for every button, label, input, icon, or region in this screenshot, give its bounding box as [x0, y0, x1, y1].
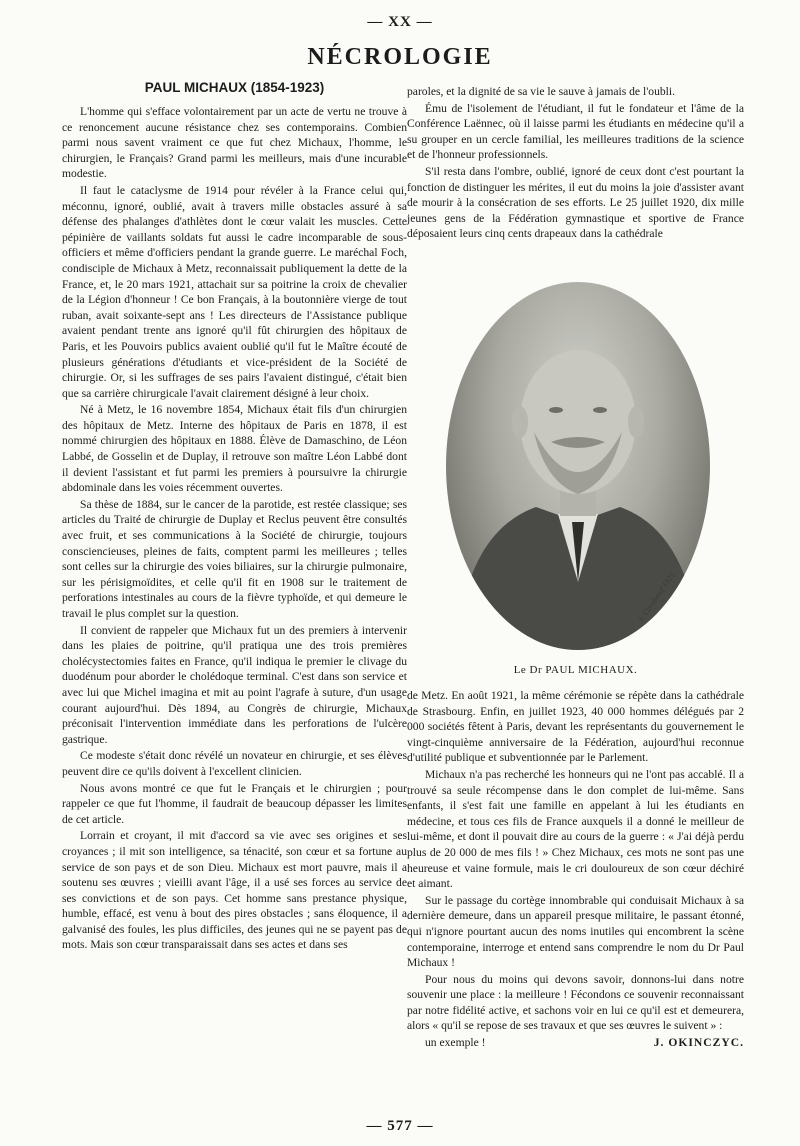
portrait-signature: J. Corabœuf 1921 [636, 570, 677, 624]
paragraph: L'homme qui s'efface volontairement par un acte de vertu ne trouve à ce renoncement aucune résistance chez ses contemporains. Combien parmi nous savent vraiment ce que fut chez Michaux, l'homme, le chirurgien, le Français? Grand parmi les meilleurs, mais d'une incurable modestie. [62, 105, 407, 181]
closing-line [407, 1035, 744, 1051]
left-column [62, 104, 407, 954]
right-column-top [407, 84, 744, 243]
paragraph: Michaux n'a pas recherché les honneurs qui ne l'ont pas accablé. Il a trouvé sa seule récompense dans le don complet de lui-même. Sans enfants, il s'est fait une famille en appelant à lui les étudiants en médecine, et tous ces fils de France auxquels il a donné le meilleur de lui-même, et dont il pouvait dire au cours de la guerre : « J'ai déjà perdu plus de 20 000 de mes fils ! » Chez Michaux, ces mots ne sont pas une heureuse et vaine formule, mais le cri douloureux de son cœur déchiré et aimant. [407, 767, 744, 891]
right-column-bottom [407, 688, 744, 1052]
article-title: PAUL MICHAUX (1854-1923) [144, 80, 325, 95]
paragraph: Lorrain et croyant, il mit d'accord sa vie avec ses origines et ses croyances ; il mit son intelligence, sa ténacité, son cœur et sa fortune au service de son pays et de son Dieu. Michaux est mort pauvre, mais il a soutenu ses œuvres ; vieilli avant l'âge, il a usé ses forces au service de ses convictions et de son pays. Cet homme sans prestance physique, humble, effacé, est venu à bout des pires obstacles ; sans éloquence, il a galvanisé des foules, les plus difficiles, des jeunes qui ne se payent pas de mots. Mais son cœur transparaissait dans ses actes et dans ses [62, 829, 407, 952]
paragraph: paroles, et la dignité de sa vie le sauve à jamais de l'oubli. [407, 85, 676, 98]
paragraph: Il faut le cataclysme de 1914 pour révéler à la France celui qui, méconnu, ignoré, oublié, avait à travers mille obstacles assuré à sa défense des phalanges d'athlètes dont le cœur valait les muscles. Cette pépinière de vaillants soldats fut aussi le cadre incomparable de sous-officiers et même d'officiers pendant la grande guerre. Le maréchal Foch, condisciple de Michaux à Metz, reconnaissait publiquement la dette de la France, et, le 20 mars 1921, attachait sur sa poitrine la croix de chevalier de la Légion d'honneur ! Ce bon Français, à la boutonnière vierge de tout ruban, avait soixante-sept ans ! Les directeurs de l'Assistance publique avaient pendant trente ans ignoré qu'il fût chirurgien des hôpitaux de Paris, et les Pouvoirs publics avaient oublié qu'il fut le Maître écouté de plusieurs générations d'étudiants et vice-président de la Société de chirurgie. Or, si les suffrages de ses pairs l'avaient distingué, c'était bien que sa carrière chirurgicale l'avait clairement désigné à leur choix. [62, 183, 407, 400]
portrait-caption: Le Dr PAUL MICHAUX. [513, 664, 638, 676]
section-title: NÉCROLOGIE [307, 44, 493, 70]
paragraph: Sa thèse de 1884, sur le cancer de la parotide, est restée classique; ses articles du Traité de chirurgie de Duplay et Reclus peuvent être consultés avec fruit, et ses communications à la Société de chirurgie, toujours consciencieuses, pleines de faits, comptent parmi les meilleures ; telles sont celles sur la chirurgie des voies biliaires, sur la chirurgie pulmonaire, sur les périsigmoïdites, et celle qu'il fit en 1908 sur le traitement de perforations intestinales au cours de la fièvre typhoïde, et qui demeure le travail le plus complet sur la question. [62, 497, 407, 620]
paragraph: Nous avons montré ce que fut le Français et le chirurgien ; pour rappeler ce que fut l'homme, il faudrait de beaucoup dépasser les limites de cet article. [62, 781, 407, 826]
paragraph: Sur le passage du cortège innombrable qui conduisait Michaux à sa dernière demeure, dans un appareil presque militaire, le passant étonné, qui n'ignore pourtant aucun des noms inutiles qui encombrent la scène contemporaine, interroge et entend sans comprendre le nom du Dr Paul Michaux ! [407, 893, 744, 970]
paragraph: Ému de l'isolement de l'étudiant, il fut le fondateur et l'âme de la Conférence Laënnec, où il laisse parmi les étudiants en médecine qu'il a su grouper en un cercle familial, les meilleures traditions de la science et de l'honneur professionnels. [407, 101, 744, 162]
paragraph: Pour nous du moins qui devons savoir, donnons-lui dans notre souvenir une place : la meilleure ! Fécondons ce souvenir reconnaissant par notre fidélité active, et sachons voir en lui ce qu'il est et demeurera, alors « qu'il se repose de ses travaux et que ses œuvres le suivent » : [407, 972, 744, 1033]
paragraph: Il convient de rappeler que Michaux fut un des premiers à intervenir dans les plaies de poitrine, qu'il pratiqua une des trois premières cholécystectomies faites en France, qu'il indiqua le premier le clivage du duodénum pour aborder le cholédoque terminal. C'est dans son service et avec lui que Michel imagina et mit au point l'agrafe à suture, d'un usage courant aujourd'hui. Dès 1894, au Congrès de chirurgie, Michaux préconisait l'intervention immédiate dans les perforations de l'ulcère gastrique. [62, 623, 407, 746]
portrait-image [446, 282, 710, 650]
author-signature: J. OKINCZYC. [653, 1036, 744, 1050]
paragraph: Ce modeste s'était donc révélé un novateur en chirurgie, et ses élèves peuvent dire ce qu'ils doivent à l'excellent clinicien. [62, 749, 407, 778]
paragraph: S'il resta dans l'ombre, oublié, ignoré de ceux dont c'est pourtant la fonction de distinguer les mérites, il eut du moins la joie d'assister avant de mourir à la consécration de ses efforts. Le 25 juillet 1920, dix mille jeunes gens de la Fédération gymnastique et sportive de France déposaient leurs cinq cents drapeaux dans la cathédrale [407, 164, 744, 241]
page-number: — 577 — [366, 1118, 434, 1134]
paragraph: Né à Metz, le 16 novembre 1854, Michaux était fils d'un chirurgien des hôpitaux de Metz. Interne des hôpitaux de Paris en 1878, il est nommé chirurgien des hôpitaux en 1888. Élève de Damaschino, de Léon Labbé, de Gosselin et de Duplay, il retrouve son maître Léon Labbé dont il devient l'assistant et fut parmi les premiers à poursuivre la chirurgie abdominale dans les voies récemment ouvertes. [62, 403, 407, 495]
paragraph: de Metz. En août 1921, la même cérémonie se répète dans la cathédrale de Strasbourg. Enfin, en juillet 1923, 40 000 hommes délégués par 2 000 sociétés fêtent à Paris, devant les représentants du gouvernement le vingt-cinquième anniversaire de la Fédération, aujourd'hui reconnue d'utilité publique et subventionnée par le Parlement. [407, 689, 744, 765]
portrait-drawing [446, 282, 710, 650]
closing-text: un exemple ! [425, 1036, 486, 1050]
page-roman-numeral: — XX — [367, 14, 433, 30]
